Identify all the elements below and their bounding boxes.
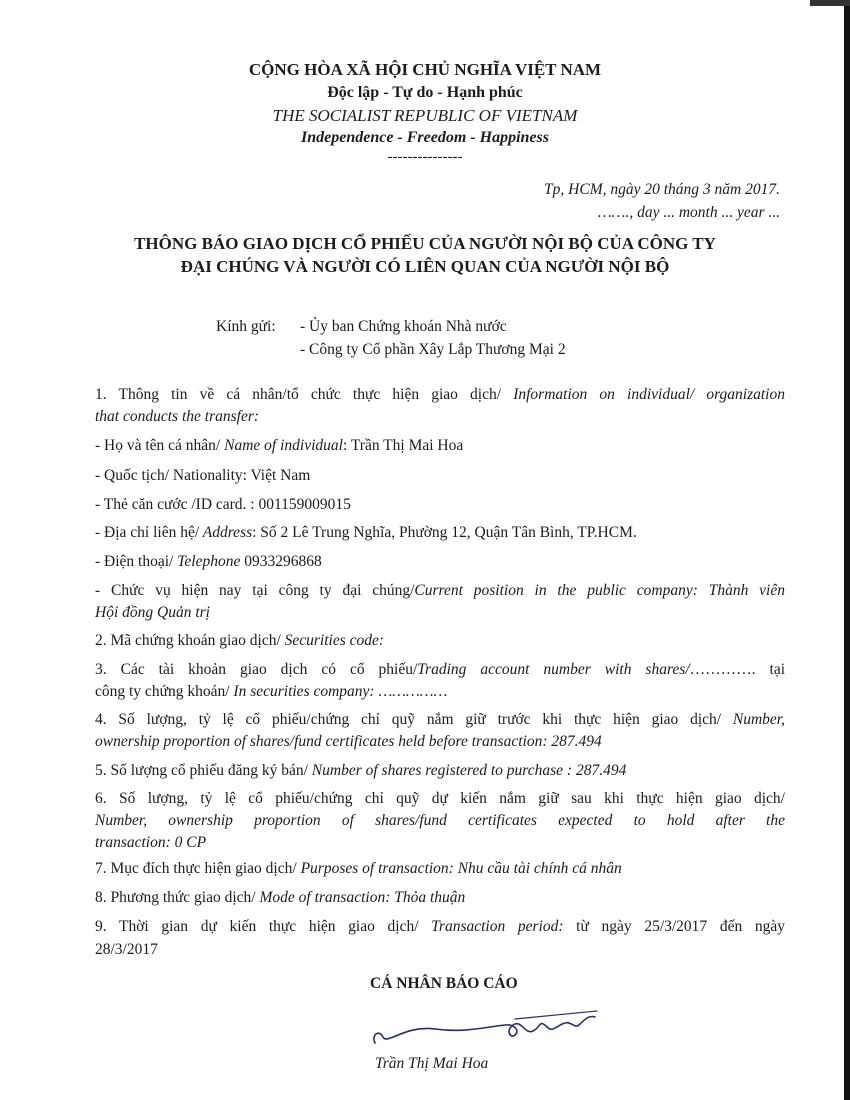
shares-expected-after: 6. Số lượng, tỷ lệ cổ phiếu/chứng chỉ quỹ dự kiến nắm giữ sau khi thực hiện giao dịch/ (95, 790, 785, 807)
section-1-heading-cont: that conducts the transfer: (95, 408, 260, 425)
shares-held-before: 4. Số lượng, tỷ lệ cổ phiếu/chứng chỉ quỹ nắm giữ trước khi thực hiện giao dịch/ Number, (95, 711, 785, 728)
id-card: - Thẻ căn cước /ID card. : 001159009015 (95, 496, 351, 513)
current-position: - Chức vụ hiện nay tại công ty đại chúng/Current position in the public company: Thành viên (95, 582, 785, 599)
individual-name: - Họ và tên cá nhân/ Name of individual: Trần Thị Mai Hoa (95, 437, 464, 454)
date-en: ……., day ... month ... year ... (597, 204, 780, 221)
handwritten-signature (365, 1005, 605, 1055)
country-name-en: THE SOCIALIST REPUBLIC OF VIETNAM (272, 106, 578, 125)
recipient-item: - Công ty Cổ phần Xây Lắp Thương Mại 2 (300, 341, 566, 358)
signer-name: Trần Thị Mai Hoa (375, 1055, 489, 1072)
shares-expected-after-cont: Number, ownership proportion of shares/fund certificates expected to hold after the (95, 812, 785, 829)
trading-account: 3. Các tài khoản giao dịch có cổ phiếu/Trading account number with shares/…………. tại (95, 661, 786, 678)
address: - Địa chỉ liên hệ/ Address: Số 2 Lê Trung Nghĩa, Phường 12, Quận Tân Bình, TP.HCM. (95, 524, 637, 541)
current-position-cont: Hội đồng Quản trị (95, 604, 210, 621)
securities-code: 2. Mã chứng khoán giao dịch/ Securities code: (95, 632, 385, 649)
doc-title-line1: THÔNG BÁO GIAO DỊCH CỔ PHIẾU CỦA NGƯỜI NỘI BỘ CỦA CÔNG TY (134, 234, 716, 253)
shares-expected-after-value: transaction: 0 CP (95, 834, 207, 851)
motto-vi: Độc lập - Tự do - Hạnh phúc (327, 84, 523, 101)
header-divider: --------------- (387, 149, 463, 165)
telephone: - Điện thoại/ Telephone 0933296868 (95, 553, 322, 570)
signature-heading: CÁ NHÂN BÁO CÁO (370, 975, 518, 992)
securities-company: công ty chứng khoán/ In securities company: …………… (95, 683, 448, 700)
nationality: - Quốc tịch/ Nationality: Việt Nam (95, 467, 311, 484)
shares-registered: 5. Số lượng cổ phiếu đăng ký bán/ Number of shares registered to purchase : 287.494 (95, 762, 627, 779)
country-name-vi: CỘNG HÒA XÃ HỘI CHỦ NGHĨA VIỆT NAM (248, 60, 602, 79)
recipient-item: - Ủy ban Chứng khoán Nhà nước (300, 318, 507, 335)
motto-en: Independence - Freedom - Happiness (301, 129, 549, 146)
shares-held-before-cont: ownership proportion of shares/fund certificates held before transaction: 287.494 (95, 733, 602, 750)
transaction-period: 9. Thời gian dự kiến thực hiện giao dịch/ Transaction period: từ ngày 25/3/2017 đến ngày (95, 918, 786, 935)
date-vi: Tp, HCM, ngày 20 tháng 3 năm 2017. (544, 181, 780, 198)
doc-title-line2: ĐẠI CHÚNG VÀ NGƯỜI CÓ LIÊN QUAN CỦA NGƯỜI NỘI BỘ (180, 257, 670, 276)
transaction-period-end: 28/3/2017 (95, 941, 158, 958)
section-1-heading: 1. Thông tin về cá nhân/tổ chức thực hiện giao dịch/ Information on individual/ organization (95, 386, 785, 403)
scan-edge-top (810, 0, 850, 6)
transaction-purpose: 7. Mục đích thực hiện giao dịch/ Purposes of transaction: Nhu cầu tài chính cá nhân (95, 860, 622, 877)
transaction-mode: 8. Phương thức giao dịch/ Mode of transaction: Thỏa thuận (95, 889, 466, 906)
recipients-label: Kính gửi: (216, 318, 276, 335)
